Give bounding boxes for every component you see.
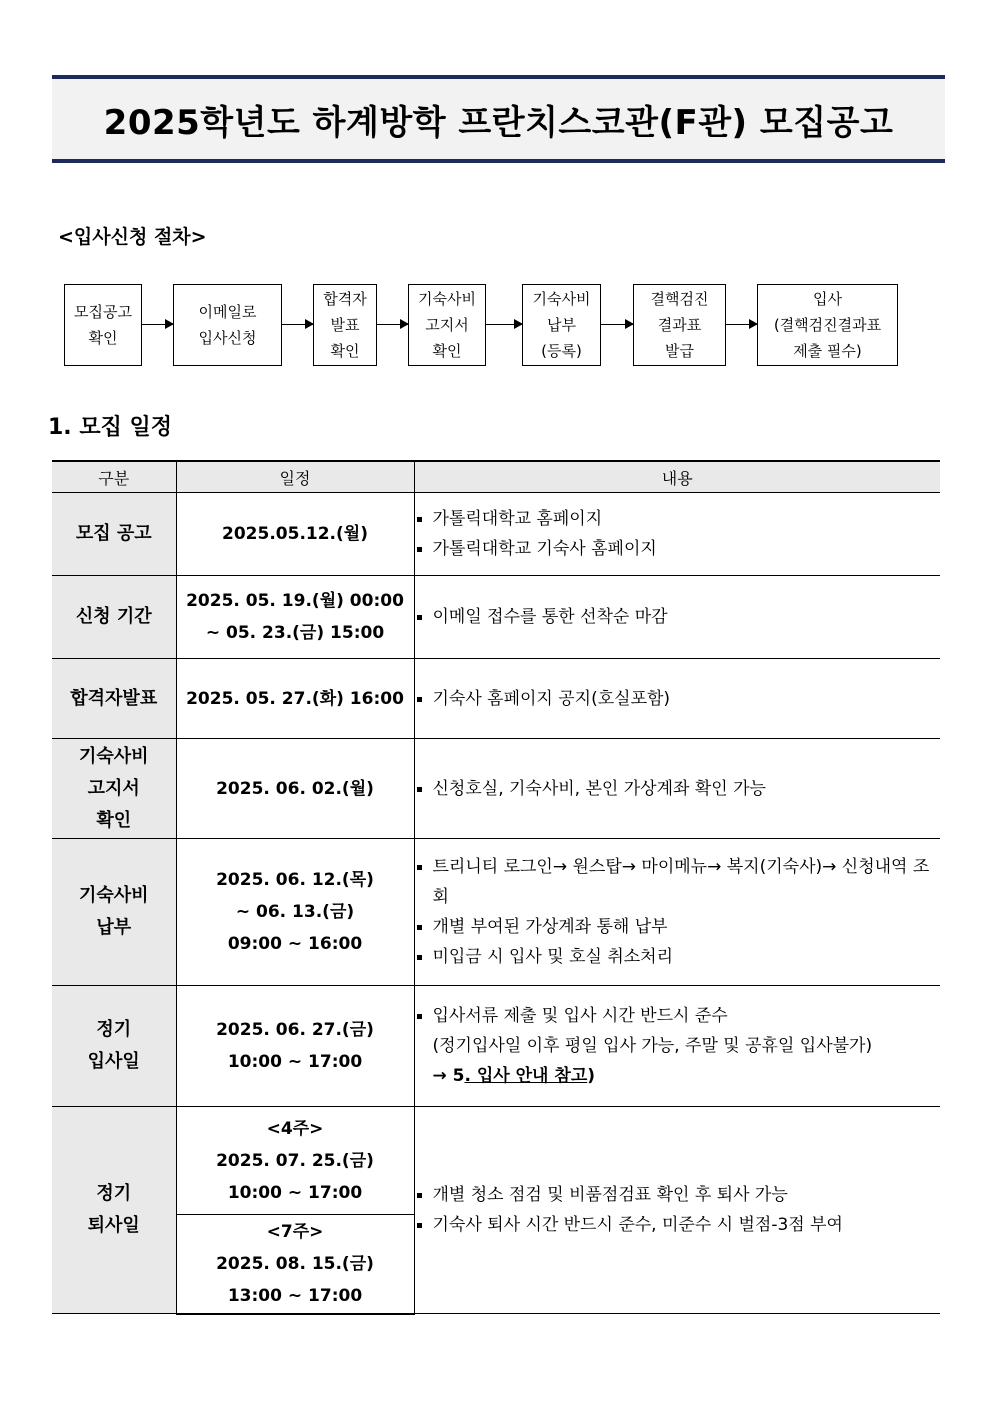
- schedule-heading: 1. 모집 일정: [48, 415, 172, 440]
- row-category: 신청 기간: [52, 576, 176, 659]
- table-row: [52, 986, 940, 1107]
- row-date: 2025. 06. 27.(금) 10:00 ~ 17:00: [176, 986, 414, 1107]
- table-row: [52, 493, 940, 576]
- row-category: 합격자발표: [52, 659, 176, 739]
- table-row: [52, 1107, 940, 1215]
- row-category: 기숙사비 고지서 확인: [52, 739, 176, 839]
- page-title: 2025학년도 하계방학 프란치스코관(F관) 모집공고: [103, 102, 894, 143]
- note-text: (정기입사일 이후 평일 입사 가능, 주말 및 공휴일 입사불가): [432, 1036, 873, 1056]
- arrow-icon: [377, 324, 408, 325]
- header-category: 구분: [52, 461, 176, 493]
- list-item: 가톨릭대학교 홈페이지: [415, 504, 941, 534]
- row-content: [414, 1107, 940, 1314]
- row-content: [414, 839, 940, 986]
- row-date: 2025. 05. 27.(화) 16:00: [176, 659, 414, 739]
- table-row: [52, 659, 940, 739]
- step-result-check: 합격자 발표 확인: [313, 284, 377, 366]
- reference-note: [415, 1061, 941, 1091]
- arrow-icon: [142, 324, 173, 325]
- list-item: 개별 부여된 가상계좌 통해 납부: [415, 912, 941, 942]
- arrow-icon: [601, 324, 633, 325]
- procedure-flow: [0, 284, 992, 366]
- row-category: 기숙사비 납부: [52, 839, 176, 986]
- schedule-table: [52, 460, 940, 1315]
- row-content: [414, 986, 940, 1107]
- table-header-row: [52, 461, 940, 493]
- row-date: 2025. 06. 02.(월): [176, 739, 414, 839]
- list-item: 가톨릭대학교 기숙사 홈페이지: [415, 534, 941, 564]
- row-content: [414, 739, 940, 839]
- table-row: [52, 576, 940, 659]
- procedure-heading: <입사신청 절차>: [58, 226, 207, 248]
- row-category: 정기 입사일: [52, 986, 176, 1107]
- header-date: 일정: [176, 461, 414, 493]
- list-item: 기숙사 홈페이지 공지(호실포함): [415, 684, 941, 714]
- row-date: 2025. 05. 19.(월) 00:00 ~ 05. 23.(금) 15:00: [176, 576, 414, 659]
- table-row: [52, 739, 940, 839]
- list-item: 미입금 시 입사 및 호실 취소처리: [415, 942, 941, 972]
- list-item: 트리니티 로그인→ 원스탑→ 마이메뉴→ 복지(기숙사)→ 신청내역 조회: [415, 852, 941, 912]
- row-date-2: <7주> 2025. 08. 15.(금) 13:00 ~ 17:00: [176, 1215, 414, 1314]
- row-content: [414, 576, 940, 659]
- row-content: [414, 493, 940, 576]
- step-tb-test: 결핵검진 결과표 발급: [633, 284, 726, 366]
- row-content: [414, 659, 940, 739]
- list-item: 입사서류 제출 및 입사 시간 반드시 준수: [415, 1001, 941, 1031]
- row-category: 모집 공고: [52, 493, 176, 576]
- list-item: 개별 청소 점검 및 비품점검표 확인 후 퇴사 가능: [415, 1180, 941, 1210]
- ref-prefix: → 5: [432, 1066, 465, 1086]
- ref-suffix: ): [587, 1066, 596, 1086]
- step-recruit-notice: 모집공고 확인: [64, 284, 142, 366]
- arrow-icon: [486, 324, 522, 325]
- list-item: 이메일 접수를 통한 선착순 마감: [415, 602, 941, 632]
- list-item: 신청호실, 기숙사비, 본인 가상계좌 확인 가능: [415, 774, 941, 804]
- table-row: [52, 839, 940, 986]
- row-date: 2025.05.12.(월): [176, 493, 414, 576]
- row-date: 2025. 06. 12.(목) ~ 06. 13.(금) 09:00 ~ 16:00: [176, 839, 414, 986]
- ref-link: . 입사 안내 참고: [464, 1066, 588, 1086]
- row-date: <4주> 2025. 07. 25.(금) 10:00 ~ 17:00: [176, 1107, 414, 1215]
- step-payment: 기숙사비 납부 (등록): [522, 284, 601, 366]
- arrow-icon: [282, 324, 313, 325]
- title-banner: [52, 75, 945, 163]
- list-item: 기숙사 퇴사 시간 반드시 준수, 미준수 시 벌점-3점 부여: [415, 1210, 941, 1240]
- header-content: 내용: [414, 461, 940, 493]
- arrow-icon: [726, 324, 757, 325]
- step-email-apply: 이메일로 입사신청: [173, 284, 282, 366]
- step-move-in: 입사 (결핵검진결과표 제출 필수): [757, 284, 898, 366]
- step-bill-check: 기숙사비 고지서 확인: [408, 284, 486, 366]
- row-category: 정기 퇴사일: [52, 1107, 176, 1314]
